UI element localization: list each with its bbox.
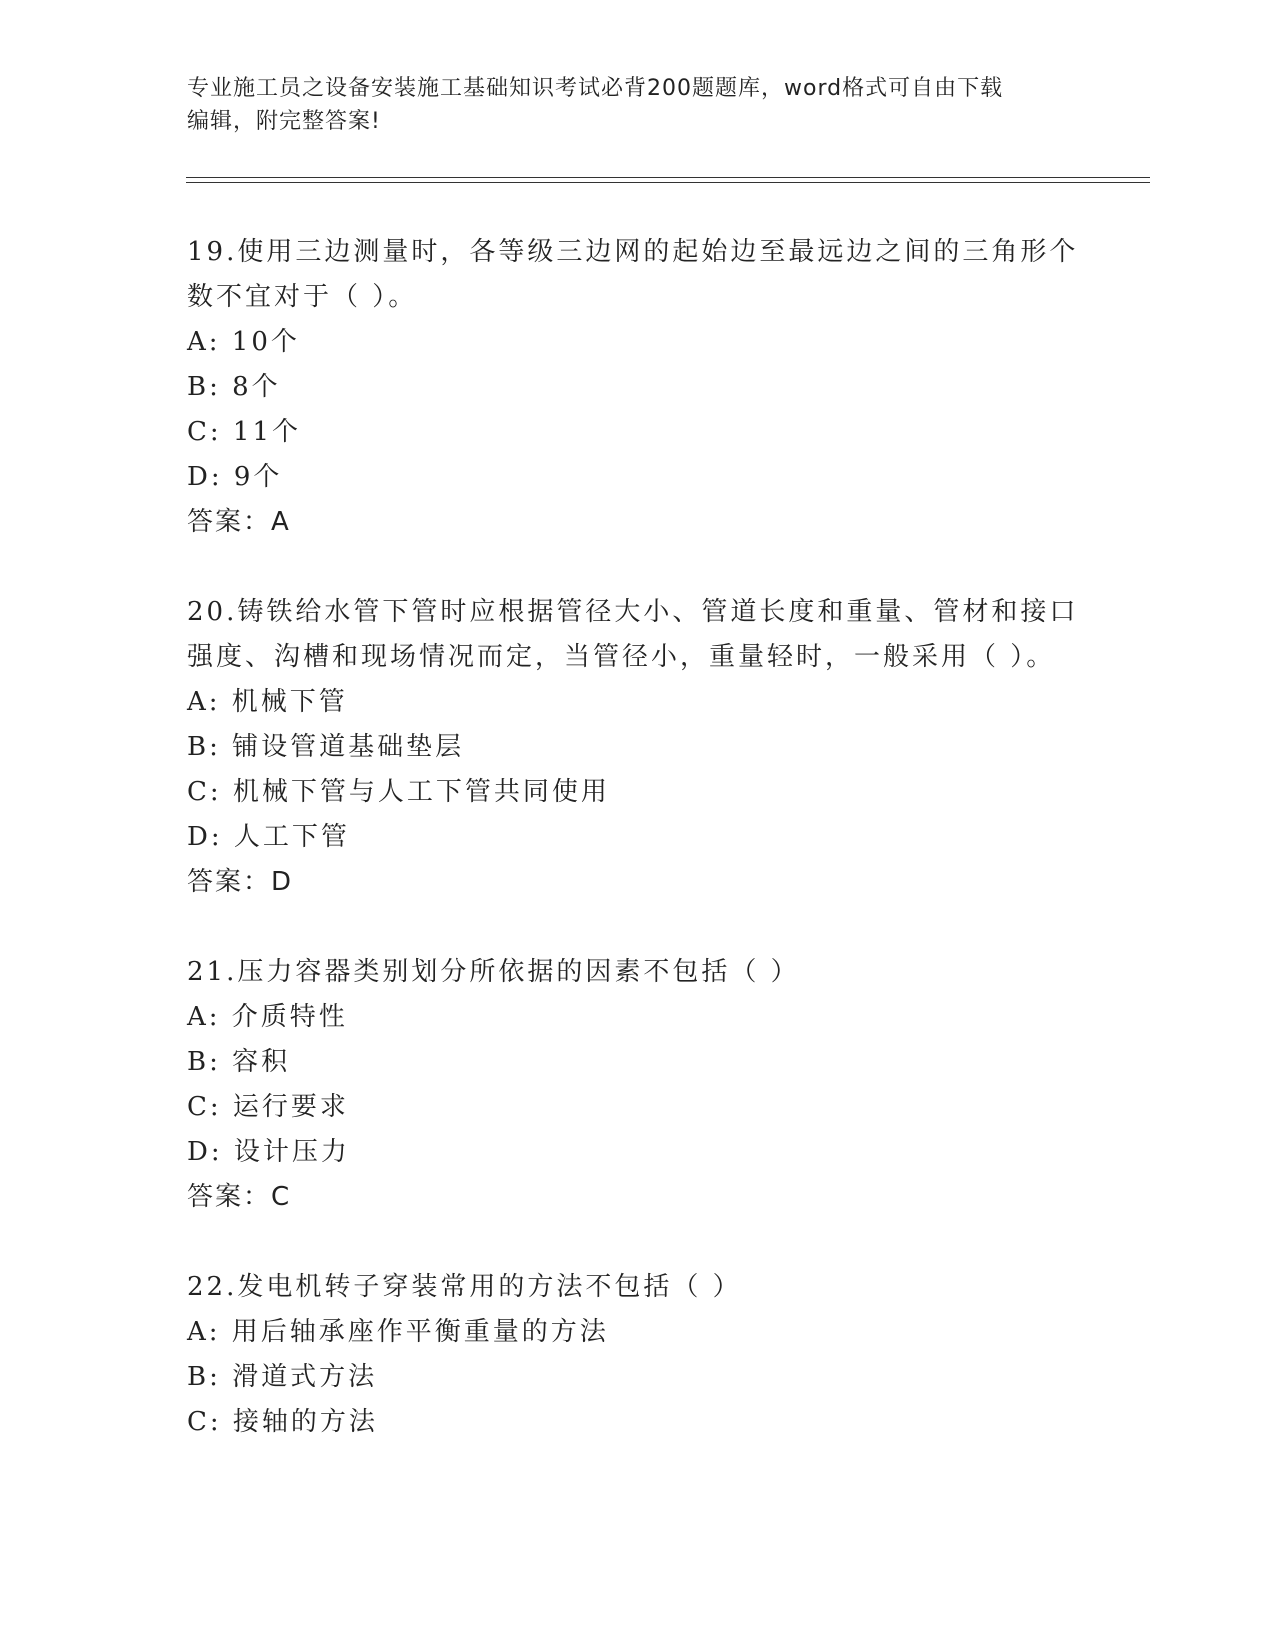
option-b: B: 滑道式方法 (187, 1362, 378, 1392)
header-title-line-1: 专业施工员之设备安装施工基础知识考试必背200题题库，word格式可自由下载 (187, 76, 1004, 101)
question-stem: 22.发电机转子穿装常用的方法不包括（ ） (187, 1272, 742, 1302)
option-a: A: 机械下管 (187, 687, 348, 717)
question-21 (187, 950, 1087, 1220)
option-a: A: 介质特性 (187, 1002, 348, 1032)
option-c: C: 机械下管与人工下管共同使用 (187, 777, 610, 807)
option-c: C: 接轴的方法 (187, 1407, 378, 1437)
option-d: D: 人工下管 (187, 822, 350, 852)
option-a: A: 10个 (187, 327, 300, 357)
answer: 答案：A (187, 507, 291, 537)
answer: 答案：D (187, 867, 294, 897)
answer: 答案：C (187, 1182, 292, 1212)
question-19 (187, 230, 1087, 545)
option-b: B: 铺设管道基础垫层 (187, 732, 465, 762)
option-c: C: 11个 (187, 417, 302, 447)
header-divider-bottom (186, 182, 1150, 183)
option-b: B: 容积 (187, 1047, 291, 1077)
header-divider-top (186, 177, 1150, 178)
option-c: C: 运行要求 (187, 1092, 349, 1122)
question-stem: 20.铸铁给水管下管时应根据管径大小、管道长度和重量、管材和接口 (187, 597, 1079, 627)
option-d: D: 9个 (187, 462, 283, 492)
option-b: B: 8个 (187, 372, 281, 402)
header-title-line-2: 编辑，附完整答案! (187, 109, 381, 134)
question-stem: 21.压力容器类别划分所依据的因素不包括（ ） (187, 957, 800, 987)
document-header (187, 72, 1067, 138)
question-20 (187, 590, 1087, 905)
question-stem-continued: 强度、沟槽和现场情况而定，当管径小，重量轻时，一般采用（ ）。 (187, 642, 1056, 672)
question-22 (187, 1265, 1087, 1445)
option-d: D: 设计压力 (187, 1137, 350, 1167)
option-a: A: 用后轴承座作平衡重量的方法 (187, 1317, 609, 1347)
question-stem: 19.使用三边测量时，各等级三边网的起始边至最远边之间的三角形个 (187, 237, 1079, 267)
question-stem-continued: 数不宜对于（ ）。 (187, 282, 418, 312)
